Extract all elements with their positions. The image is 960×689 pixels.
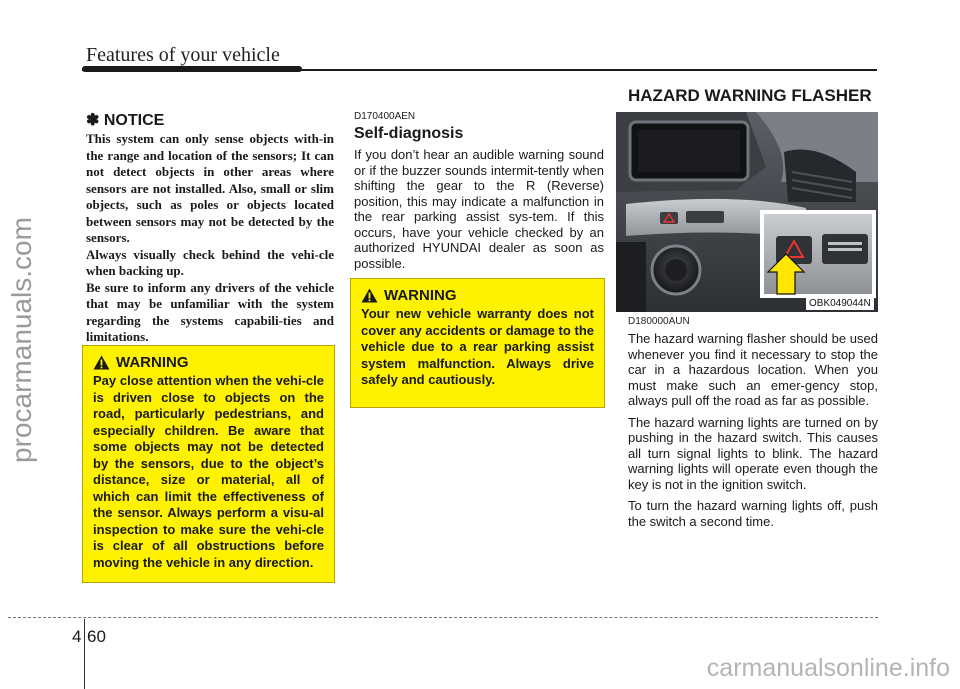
hazard-section-title: HAZARD WARNING FLASHER <box>628 86 872 105</box>
notice-paragraph: This system can only sense objects with-in the range and location of the sensors; It can not detect objects in other areas where sensors are not installed. Also, small or slim objects, such as poles or objects located between sensors may not be detected by the sensors. <box>86 131 334 245</box>
hazard-paragraph: To turn the hazard warning lights off, push the switch a second time. <box>628 498 878 529</box>
notice-title: ✽ NOTICE <box>86 112 165 129</box>
section-code: D170400AEN <box>354 111 416 122</box>
hazard-switch-figure <box>616 112 878 312</box>
notice-paragraph: Be sure to inform any drivers of the vehicle that may be unfamiliar with the system regarding the systems capabili-ties and limitations. <box>86 279 334 344</box>
warning-title: WARNING <box>384 287 457 304</box>
hazard-text <box>628 331 878 535</box>
side-watermark-text: procarmanuals.com <box>6 217 37 463</box>
section-code: D180000AUN <box>628 316 690 327</box>
warning-box-sensors <box>82 345 335 583</box>
hazard-paragraph: The hazard warning flasher should be used whenever you find it necessary to stop the car in a hazardous location. When you must make such an emer-gency stop, always pull off the road as far as possible. <box>628 331 878 408</box>
page-header-title: Features of your vehicle <box>86 44 280 66</box>
figure-code: OBK049044N <box>806 297 874 310</box>
footer-dashed-rule <box>8 617 878 618</box>
warning-triangle-icon <box>93 355 110 370</box>
warning-text: Your new vehicle warranty does not cover any accidents or damage to the vehicle due to a rear parking assist system malfunction. Always drive safely and cautiously. <box>361 306 594 387</box>
page-number: 60 <box>87 627 106 646</box>
warning-text: Pay close attention when the vehi-cle is driven close to objects on the road, particularly pedestrians, and especially children. Be aware that some objects may not be detected by the sensors, due to the object’s distance, size or material, all of which can limit the effectiveness of the sensor. Always perform a visu-al inspection to make sure the vehi-cle is clear of all obstructions before moving the vehicle in any direction. <box>93 373 324 570</box>
header-rule-thin <box>82 69 877 71</box>
bottom-watermark: carmanualsonline.info <box>706 654 950 682</box>
dashboard-illustration <box>616 112 878 312</box>
notice-body <box>86 131 334 346</box>
footer-divider <box>84 619 85 689</box>
hazard-paragraph: The hazard warning lights are turned on by pushing in the hazard switch. This causes all turn signal lights to blink. The hazard warning lights will operate even though the key is not in the ignition switch. <box>628 414 878 492</box>
section-number: 4 <box>72 627 82 646</box>
self-diagnosis-text: If you don’t hear an audible warning sound or if the buzzer sounds intermit-tently when shifting the gear to the R (Reverse) position, this may indicate a malfunction in the rear parking assist sys-tem. If this occurs, have your vehicle checked by an authorized HYUNDAI dealer as soon as possible. <box>354 147 604 271</box>
warning-triangle-icon <box>361 288 378 303</box>
self-diagnosis-title: Self-diagnosis <box>354 125 464 142</box>
warning-title: WARNING <box>116 354 189 371</box>
side-watermark <box>2 120 42 560</box>
notice-paragraph: Always visually check behind the vehi-cle when backing up. <box>86 246 334 278</box>
warning-box-warranty <box>350 278 605 408</box>
